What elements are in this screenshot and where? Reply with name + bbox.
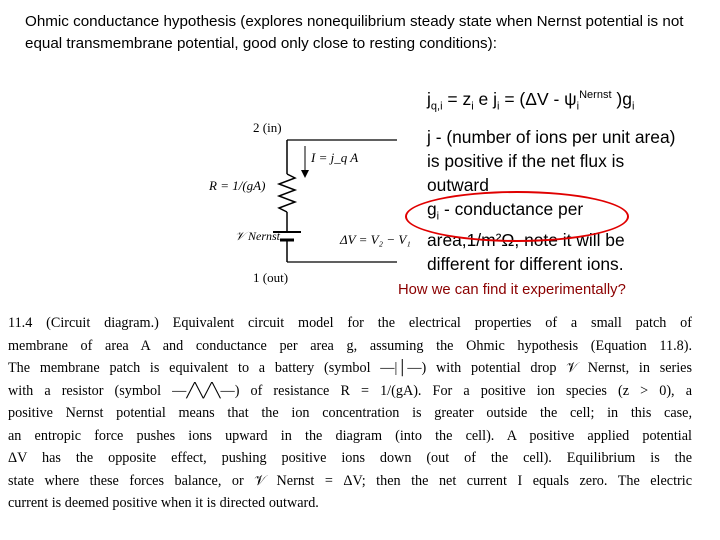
resistance-label: R = 1/(gA): [209, 178, 266, 193]
caption-line: positive Nernst potential means that the ion concentration is greater outside the cell; in this case,: [8, 405, 692, 421]
caption-line: with a resistor (symbol —╱╲╱╲—) of resistance R = 1/(gA). For a positive ion species (z > 0), a: [8, 382, 692, 399]
current-label: I = j_q A: [311, 150, 359, 165]
ohmic-equation: [427, 89, 634, 113]
caption-line: The membrane patch is equivalent to a battery (symbol —|│—) with potential drop 𝒱 Nernst, in series: [8, 360, 692, 376]
eq-j-sub: i: [497, 100, 500, 113]
circuit-bottom-label: 1 (out): [253, 270, 289, 285]
highlight-oval: [405, 191, 629, 242]
eq-mid: = z: [442, 89, 472, 109]
note-g-sub: i: [436, 210, 440, 223]
eq-lhs-sub: q,i: [430, 100, 443, 113]
caption-line: membrane of area A and conductance per area g, assuming the Ohmic hypothesis (Equation 11.8).: [8, 337, 692, 354]
eq-lhs: j: [427, 89, 431, 109]
caption-line: ΔV has the opposite effect, pushing positive ions down (out of the cell). Equilibrium is the: [8, 450, 692, 466]
figure-caption: [8, 312, 692, 515]
eq-rhs: = (ΔV - ψ: [499, 89, 577, 109]
resistor-icon: [279, 174, 295, 212]
note-line-6: different for different ions.: [427, 254, 624, 275]
eq-z-sub: i: [471, 100, 474, 113]
note-g-rest: - conductance per: [439, 199, 584, 219]
circuit-diagram: [195, 112, 425, 290]
note-line-3: outward: [427, 175, 489, 195]
eq-psi-sup: Nernst: [579, 89, 612, 102]
caption-line: 11.4 (Circuit diagram.) Equivalent circuit model for the electrical properties of a small patch of: [8, 315, 692, 331]
eq-ej: e j: [473, 89, 498, 109]
note-line-2: is positive if the net flux is: [427, 151, 625, 171]
eq-g-sub: i: [631, 100, 635, 113]
caption-line: state where these forces balance, or 𝒱 Nernst = ΔV; then the net current I equals zero. The electric: [8, 472, 692, 489]
caption-line: current is deemed positive when it is directed outward.: [8, 495, 319, 511]
note-g: g: [427, 199, 437, 219]
dv-label: ΔV = V₂ − V₁: [340, 232, 411, 247]
question-text: How we can find it experimentally?: [398, 282, 626, 298]
nernst-label: 𝒱 Nernst: [235, 229, 280, 243]
note-line-1: j - (number of ions per unit area): [427, 127, 676, 147]
eq-close: )g: [611, 89, 632, 109]
slide-heading: Ohmic conductance hypothesis (explores nonequilibrium steady state when Nernst potential is not equal transmembrane potential, good only close to resting conditions):: [25, 13, 684, 52]
caption-line: an entropic force pushes ions upward in the diagram (into the cell). A positive applied potential: [8, 427, 692, 444]
note-line-5: area,1/m²Ω, note it will be: [427, 230, 625, 251]
eq-psi-sub: i: [576, 100, 580, 113]
circuit-top-label: 2 (in): [253, 120, 282, 135]
